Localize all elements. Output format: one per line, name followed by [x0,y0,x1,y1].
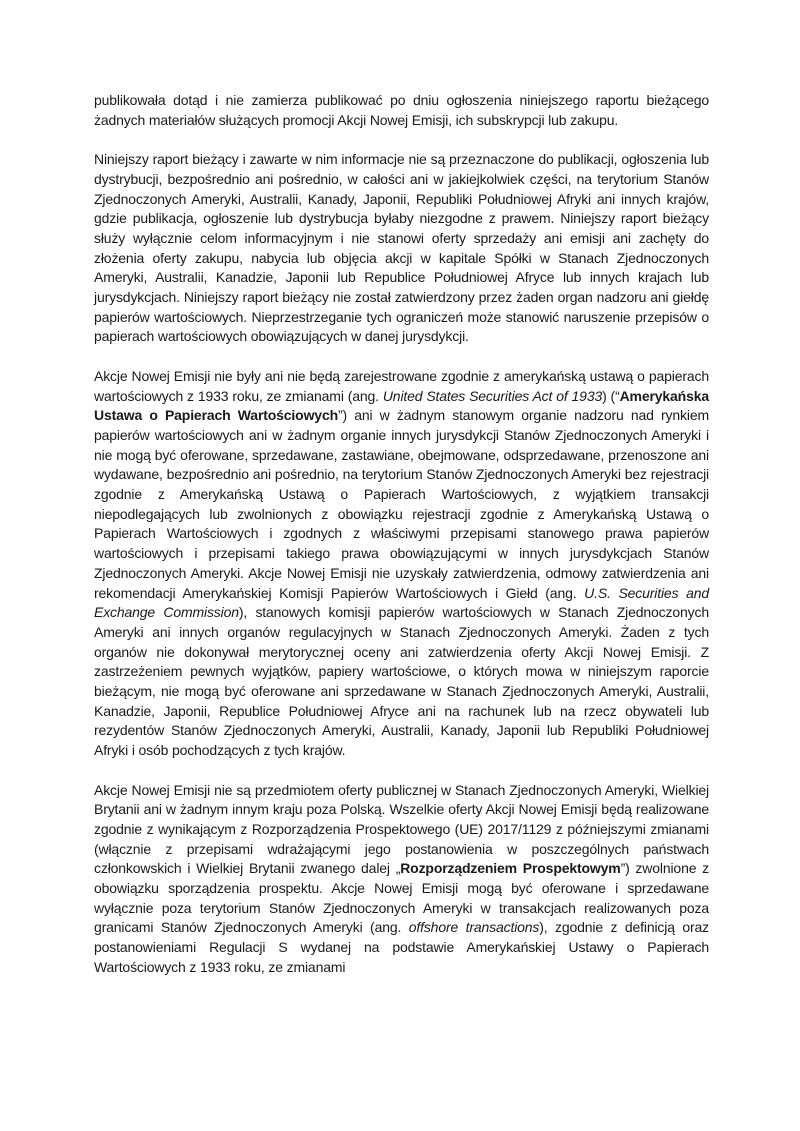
text-segment: United States Securities Act of 1933 [382,387,603,404]
text-segment: ), stanowych komisji papierów wartościowych w Stanach Zjednoczonych Ameryki ani innych organów regulacyjnych w Stanach Zjednoczonych Ameryki. Żaden z tych organów nie dokonywał merytorycznej oceny ani zatwierdzenia oferty Akcji Nowej Emisji. Z zastrzeżeniem pewnych wyjątków, papiery wartościowe, o których mowa w niniejszym raporcie bieżącym, nie mogą być oferowane ani sprzedawane w Stanach Zjednoczonych Ameryki, Australii, Kanadzie, Japonii, Republice Południowej Afryce ani na rachunek lub na rzecz obywateli lub rezydentów Stanów Zjednoczonych Ameryki, Australii, Kanady, Japonii lub Republiki Południowej Afryki i osób pochodzących z tych krajów. [94,604,709,759]
paragraph-2 [94,150,709,347]
text-segment: Amerykańska Ustawa o Papierach Wartościowych [94,387,709,424]
paragraph-1 [94,91,709,130]
text-segment: U.S. Securities and Exchange Commission [94,584,709,621]
text-segment: ), zgodnie z definicją oraz postanowieniami Regulacji S wydanej na podstawie Amerykańskiej Ustawy o Papierach Wartościowych z 1933 roku, ze zmianami [94,919,709,975]
text-segment: ) (“ [602,387,620,404]
document-text-block [94,91,709,978]
text-segment: Akcje Nowej Emisji nie są przedmiotem oferty publicznej w Stanach Zjednoczonych Ameryki, Wielkiej Brytanii ani w żadnym innym kraju poza Polską. Wszelkie oferty Akcji Nowej Emisji będą realizowane zgodnie z wynikającym z Rozporządzenia Prospektowego (UE) 2017/1129 z późniejszymi zmianami (włącznie z przepisami wdrażającymi jego postanowienia w poszczególnych państwach członkowskich i Wielkiej Brytanii zwanego dalej „ [94,781,709,877]
text-segment: Rozporządzeniem Prospektowym [400,860,621,877]
text-segment: ”) zwolnione z obowiązku sporządzenia prospektu. Akcje Nowej Emisji mogą być oferowane i sprzedawane wyłącznie poza terytorium Stanów Zjednoczonych Ameryki w transakcjach realizowanych poza granicami Stanów Zjednoczonych Ameryki (ang. [94,860,710,936]
text-segment: Niniejszy raport bieżący i zawarte w nim informacje nie są przeznaczone do publikacji, ogłoszenia lub dystrybucji, bezpośrednio ani pośrednio, w całości ani w jakiejkolwiek części, na terytorium Stanów Zjednoczonych Ameryki, Australii, Kanady, Japonii, Republiki Południowej Afryki ani innych krajów, gdzie publikacja, ogłoszenie lub dystrybucja byłaby niezgodne z prawem. Niniejszy raport bieżący służy wyłącznie celom informacyjnym i nie stanowi oferty sprzedaży ani emisji ani zachęty do złożenia oferty zakupu, nabycia lub objęcia akcji w kapitale Spółki w Stanach Zjednoczonych Ameryki, Australii, Kanadzie, Japonii lub Republice Południowej Afryce lub innych krajach lub jurysdykcjach. Niniejszy raport bieżący nie został zatwierdzony przez żaden organ nadzoru ani giełdę papierów wartościowych. Nieprzestrzeganie tych ograniczeń może stanowić naruszenie przepisów o papierach wartościowych obowiązujących w danej jurysdykcji. [94,151,709,345]
paragraph-4 [94,781,709,978]
text-segment: offshore transactions [408,919,540,936]
paragraph-3 [94,367,709,761]
text-segment: Akcje Nowej Emisji nie były ani nie będą zarejestrowane zgodnie z amerykańską ustawą o papierach wartościowych z 1933 roku, ze zmianami (ang. [94,367,709,404]
text-segment: publikowała dotąd i nie zamierza publikować po dniu ogłoszenia niniejszego raportu bieżącego żadnych materiałów służących promocji Akcji Nowej Emisji, ich subskrypcji lub zakupu. [94,92,709,128]
text-segment: ”) ani w żadnym stanowym organie nadzoru nad rynkiem papierów wartościowych ani w żadnym organie innych jurysdykcji Stanów Zjednoczonych Ameryki i nie mogą być oferowane, sprzedawane, zastawiane, obejmowane, odsprzedawane, przenoszone ani wydawane, bezpośrednio ani pośrednio, na terytorium Stanów Zjednoczonych Ameryki bez rejestracji zgodnie z Amerykańską Ustawą o Papierach Wartościowych, z wyjątkiem transakcji niepodlegających lub zwolnionych z obowiązku rejestracji zgodnie z Amerykańską Ustawą o Papierach Wartościowych i zgodnych z właściwymi przepisami stanowego prawa papierów wartościowych i przepisami takiego prawa obowiązującymi w innych jurysdykcjach Stanów Zjednoczonych Ameryki. Akcje Nowej Emisji nie uzyskały zatwierdzenia, odmowy zatwierdzenia ani rekomendacji Amerykańskiej Komisji Papierów Wartościowych i Giełd (ang. [94,407,709,601]
